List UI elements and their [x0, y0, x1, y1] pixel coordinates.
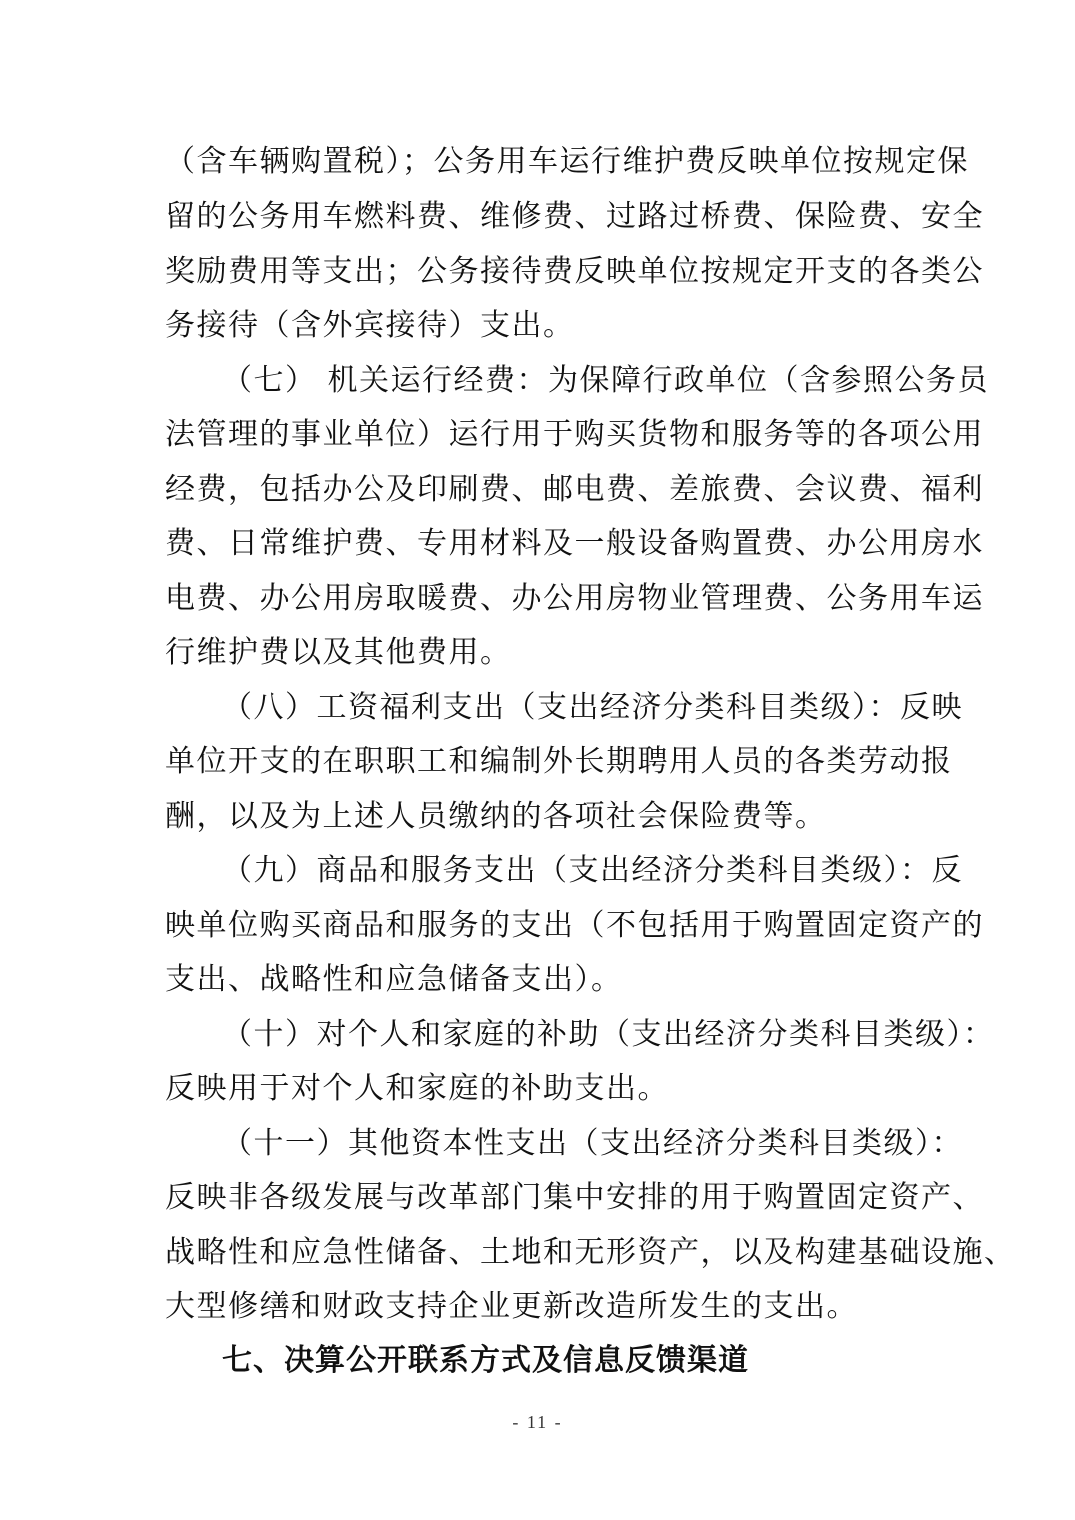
paragraph-line: 行维护费以及其他费用。	[165, 635, 512, 670]
paragraph-line: 法管理的事业单位）运行用于购买货物和服务等的各项公用	[165, 417, 984, 452]
paragraph-line: （九）商品和服务支出（支出经济分类科目类级）：反	[222, 853, 963, 888]
paragraph-line: 经费，包括办公及印刷费、邮电费、差旅费、会议费、福利	[165, 472, 984, 507]
paragraph-line: 大型修缮和财政支持企业更新改造所发生的支出。	[165, 1289, 858, 1324]
paragraph-line: 费、日常维护费、专用材料及一般设备购置费、办公用房水	[165, 526, 984, 561]
paragraph-line: （含车辆购置税）；公务用车运行维护费反映单位按规定保	[165, 144, 969, 179]
paragraph-line: 酬，以及为上述人员缴纳的各项社会保险费等。	[165, 799, 827, 834]
paragraph-line: 反映用于对个人和家庭的补助支出。	[165, 1071, 669, 1106]
page-number: - 11 -	[512, 1412, 563, 1432]
paragraph-line: 战略性和应急性储备、土地和无形资产，以及构建基础设施、	[165, 1235, 1016, 1270]
paragraph-line: 反映非各级发展与改革部门集中安排的用于购置固定资产、	[165, 1180, 984, 1215]
paragraph-line: 映单位购买商品和服务的支出（不包括用于购置固定资产的	[165, 908, 984, 943]
paragraph-line: 务接待（含外宾接待）支出。	[165, 308, 575, 343]
section-heading: 七、决算公开联系方式及信息反馈渠道	[222, 1343, 749, 1378]
paragraph-line: 奖励费用等支出；公务接待费反映单位按规定开支的各类公	[165, 254, 984, 289]
paragraph-line: 电费、办公用房取暖费、办公用房物业管理费、公务用车运	[165, 581, 984, 616]
paragraph-line: （八）工资福利支出（支出经济分类科目类级）：反映	[222, 690, 963, 725]
paragraph-line: 单位开支的在职职工和编制外长期聘用人员的各类劳动报	[165, 744, 953, 779]
paragraph-line: （十）对个人和家庭的补助（支出经济分类科目类级）：	[222, 1017, 995, 1052]
paragraph-line: （七） 机关运行经费：为保障行政单位（含参照公务员	[222, 363, 990, 398]
paragraph-line: 留的公务用车燃料费、维修费、过路过桥费、保险费、安全	[165, 199, 984, 234]
paragraph-line: （十一）其他资本性支出（支出经济分类科目类级）：	[222, 1126, 963, 1161]
paragraph-line: 支出、战略性和应急储备支出）。	[165, 962, 623, 997]
